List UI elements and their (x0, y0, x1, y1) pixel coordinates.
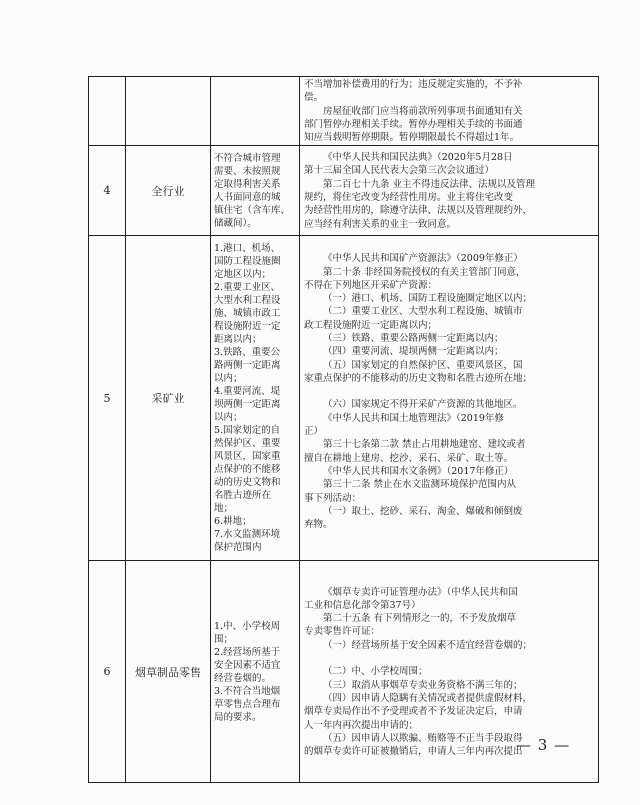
restricted-area-line: 然保护区、重要 (214, 438, 281, 450)
restricted-area-line: 保护范围内 (214, 542, 262, 554)
legal-basis-line: 人一年内再次提出申请的； (304, 719, 419, 731)
restricted-area-line: 名胜古迹所在 (214, 490, 272, 502)
legal-basis-line: 专卖零售许可证： (304, 626, 381, 638)
legal-basis-line: 《中华人民共和国水文条例》（2017年修正） (323, 465, 514, 477)
row-number: 4 (89, 146, 126, 236)
legal-basis-line: （四）重要河流、堤坝两侧一定距离以内； (323, 346, 504, 358)
restricted-area-line: 1.港口、机场、 (214, 243, 281, 255)
restricted-area-line: 2.经营场所基于 (214, 646, 281, 658)
restricted-area-line: 定取得利害关系 (214, 178, 281, 190)
page-number: — 3 — (516, 736, 571, 754)
legal-basis-line: 事下列活动： (304, 492, 362, 504)
restricted-area-line: 国防工程设施圈 (214, 256, 281, 268)
legal-basis (300, 146, 599, 236)
legal-basis-line: 应当经有利害关系的业主一致同意。 (304, 218, 457, 230)
legal-basis-line: 政工程设施附近一定距离以内； (304, 319, 438, 331)
restricted-area-line: 安全因素不适宜 (214, 659, 281, 671)
legal-basis-line: 为经营性用房的，除遵守法律、法规以及管理规约外， (304, 205, 533, 217)
legal-basis-line (304, 652, 594, 665)
legal-basis-line: 《中华人民共和国土地管理法》（2019年修 (323, 412, 504, 424)
legal-basis-line: 《中华人民共和国民法典》（2020年5月28日 (323, 152, 513, 164)
restricted-area-line: 围； (214, 633, 234, 645)
legal-basis-line: （四）因申请人隐瞒有关情况或者提供虚假材料， (323, 692, 533, 704)
legal-basis-line: 《中华人民共和国矿产资源法》（2009年修正） (323, 253, 523, 265)
legal-basis-line: 部门暂停办理相关手续。暂停办理相关手续的书面通 (304, 118, 523, 130)
restricted-area-line: 局的要求。 (214, 711, 262, 723)
legal-basis-line: 房屋征收部门应当将前款所列事项书面通知有关 (323, 105, 523, 117)
restricted-area-line: 7.水文监测环境 (214, 529, 281, 541)
restricted-area-line: 5.国家划定的自 (214, 425, 281, 437)
row-number: 5 (89, 236, 126, 561)
restricted-area-line: 人书面同意的城 (214, 191, 281, 203)
industry-name (126, 77, 211, 146)
legal-basis-line: 第二百七十九条 业主不得违反法律、法规以及管理 (323, 178, 536, 190)
industry-name: 采矿业 (126, 236, 211, 561)
legal-basis-line (304, 239, 594, 252)
restricted-area-line: 坝两侧一定距离 (214, 399, 281, 411)
legal-basis-line: 第十三届全国人民代表大会第三次会议通过） (304, 165, 495, 177)
restricted-area-line: 大型水利工程设 (214, 295, 281, 307)
restricted-area (211, 561, 300, 783)
industry-name: 全行业 (126, 146, 211, 236)
row-number: 6 (89, 561, 126, 783)
legal-basis-line (304, 545, 594, 558)
restricted-area-line: 3.不符合当地烟 (214, 685, 281, 697)
legal-basis-line: 擅自在耕地上建房、挖沙、采石、采矿、取土等。 (304, 452, 514, 464)
legal-basis-line: （一）取土、挖砂、采石、淘金、爆破和倾倒废 (323, 505, 523, 517)
legal-basis-line: （五）国家划定的自然保护区、重要风景区，国 (323, 359, 523, 371)
legal-basis-line: 知应当载明暂停期限。暂停期限最长不得超过1年。 (304, 132, 520, 144)
restricted-area-line: 储藏间）。 (214, 217, 257, 229)
restricted-area-line: 动的历史文物和 (214, 477, 281, 489)
legal-basis-line: 规约，将住宅改变为经营性用房。业主将住宅改变 (304, 191, 514, 203)
restricted-area (211, 77, 300, 146)
row-number (89, 77, 126, 146)
legal-basis-line: 第三十二条 禁止在水文监测环境保护范围内从 (323, 479, 517, 491)
legal-basis-line (304, 385, 594, 398)
legal-basis-line: （六）国家规定不得开采矿产资源的其他地区。 (323, 399, 523, 411)
restricted-area-line: 程设施附近一定 (214, 321, 281, 333)
restricted-area-line: 经营卷烟的。 (214, 672, 272, 684)
restricted-area-line: 4.重要河流、堤 (214, 386, 281, 398)
legal-basis-line (304, 531, 594, 544)
restricted-area-line: 点保护的不能移 (214, 464, 281, 476)
table-row (89, 77, 599, 146)
legal-basis-line: 第三十七条第二款 禁止占用耕地建窑、建坟或者 (323, 439, 526, 451)
restricted-area (211, 146, 300, 236)
legal-basis-line: 第二十条 非经国务院授权的有关主管部门同意， (323, 266, 526, 278)
legal-basis-line: （二）中、小学校周围； (323, 666, 428, 678)
restricted-area-line: 地； (214, 503, 234, 515)
restricted-area-line: 需要、未按照规 (214, 165, 281, 177)
legal-basis-line: 第二十五条 有下列情形之一的，不予发放烟草 (323, 613, 517, 625)
legal-basis-line: 《烟草专卖许可证管理办法》（中华人民共和国 (323, 586, 518, 598)
restricted-area-line: 以内； (214, 373, 243, 385)
restricted-area-line: 距离以内； (214, 334, 262, 346)
restricted-area-line: 6.耕地； (214, 516, 252, 528)
restricted-area-line: 施、城镇市政工 (214, 308, 281, 320)
legal-basis-line: 正） (304, 426, 324, 438)
legal-basis (300, 77, 599, 146)
restricted-area-line: 1.中、小学校周 (214, 620, 281, 632)
table-row (89, 236, 599, 561)
legal-basis (300, 236, 599, 561)
legal-basis-line: 工业和信息化部令第37号） (304, 599, 421, 611)
legal-basis-line: 偿。 (304, 92, 324, 104)
legal-basis-line: 的烟草专卖许可证被撤销后，申请人三年内再次提出 (304, 746, 523, 758)
table-row (89, 146, 599, 236)
restricted-area-line: 风景区，国家重 (214, 451, 281, 463)
restricted-area-line: 以内； (214, 412, 243, 424)
legal-basis-line: 烟草专卖局作出不予受理或者不予发证决定后，申请 (304, 706, 523, 718)
legal-basis-line: （三）铁路、重要公路两侧一定距离以内； (323, 333, 504, 344)
restricted-area-line: 路两侧一定距离 (214, 360, 281, 372)
restricted-area-line: 2.重要工业区、 (214, 282, 281, 294)
legal-basis-line: 家重点保护的不能移动的历史文物和名胜古迹所在地； (304, 372, 533, 384)
legal-basis-line: （一）港口、机场、国防工程设施圈定地区以内； (323, 293, 533, 305)
legal-basis-line: （三）取消从事烟草专卖业务资格不满三年的； (323, 679, 523, 691)
restricted-area (211, 236, 300, 561)
restricted-area-line: 3.铁路、重要公 (214, 347, 281, 359)
restricted-area-line: 草零售点合理布 (214, 698, 281, 710)
restricted-area-line: 定地区以内； (214, 269, 272, 281)
regulation-table (88, 76, 599, 783)
legal-basis-line: （一）经营场所基于安全因素不适宜经营卷烟的； (323, 639, 533, 651)
restricted-area-line: 不符合城市管理 (214, 152, 281, 164)
legal-basis-line: （二）重要工业区、大型水利工程设施、城镇市 (323, 306, 523, 318)
industry-name: 烟草制品零售 (126, 561, 211, 783)
restricted-area-line: 镇住宅（含车库、 (214, 204, 291, 216)
legal-basis-line: （五）因申请人以欺骗、贿赂等不正当手段取得 (323, 732, 523, 744)
legal-basis-line: 不当增加补偿费用的行为；违反规定实施的，不予补 (304, 79, 523, 90)
legal-basis-line: 不得在下列地区开采矿产资源： (304, 279, 438, 291)
legal-basis-line: 弃物。 (304, 519, 333, 531)
